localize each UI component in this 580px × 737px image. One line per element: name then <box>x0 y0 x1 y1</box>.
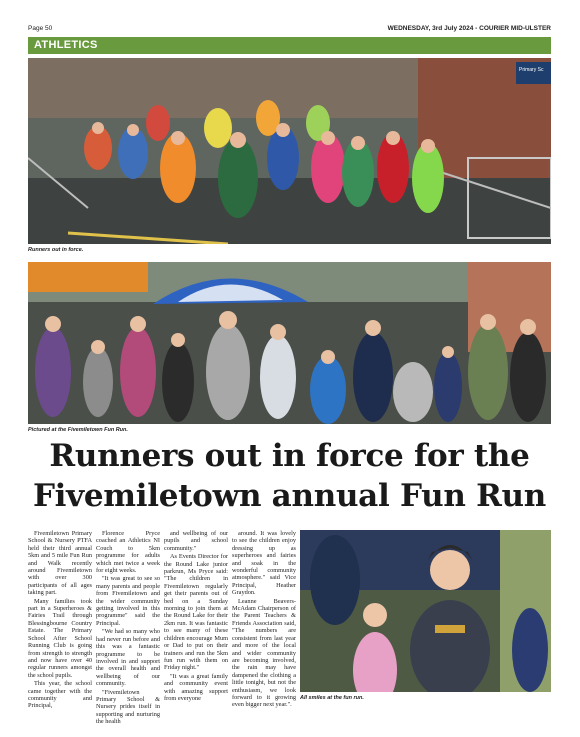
paragraph: Leanne Beavers-McAdam Chairperson of the Parent Teachers & Friends Association said, "The numbers are consistent from last year and more of the local and wider community are becoming involved, the rain may have dampened the clothing a little tonight, but not the enthusiasm, we look forward to it growing even bigger next year.". <box>232 597 296 709</box>
runners-photo <box>28 58 551 244</box>
paragraph: "It was a great family and community event with amazing support from everyone <box>164 672 228 702</box>
article-column-4 <box>232 530 296 726</box>
paragraph: and wellbeing of our pupils and school community." <box>164 530 228 552</box>
paragraph: Fivemiletown Primary School & Nursery PTFA held their third annual 5km and 5 mile Fun Run and Walk recently around Fivemiletown with over 300 participants of all ages taking part. <box>28 530 92 597</box>
article-column-1 <box>28 530 92 726</box>
smiles-photo-caption: All smiles at the fun run. <box>300 695 364 701</box>
article-column-3 <box>164 530 228 726</box>
runners-photo-caption: Runners out in force. <box>28 247 84 253</box>
article-column-2 <box>96 530 160 726</box>
headline-line-1: Runners out in force for the <box>49 438 530 474</box>
paragraph: Florence Pryce coached an Athletics NI Couch to 5km programme for adults which met twice a week for eight weeks. <box>96 530 160 575</box>
school-sign-text: Primary Sc <box>519 67 544 73</box>
smiles-photo <box>300 530 551 692</box>
paragraph: "We had so many who had never run before and this was a fantastic programme to be involved in and support the overall health and wellbeing of our community. <box>96 628 160 688</box>
headline-line-2: Fivemiletown annual Fun Run <box>32 478 547 514</box>
paragraph: "It was great to see so many parents and people from Fivemiletown and the wider community getting involved in this programme" said the Principal. <box>96 575 160 627</box>
article-headline <box>28 436 551 516</box>
paragraph: As Events Director for the Round Lake junior parkrun, Ms Pryce said: "The children in Fivemiletown regularly get their parents out of bed on a Sunday morning to join them at the Round Lake for their 2km run. It was fantastic to see many of these children encourage Mum or Dad to put on their trainers and run the 5km fun run with them on Friday night." <box>164 553 228 672</box>
fun-run-group-photo-caption: Pictured at the Fivemiletown Fun Run. <box>28 427 128 433</box>
page-number: Page 50 <box>28 25 53 32</box>
paragraph: "Fivemiletown Primary School & Nursery prides itself in supporting and nurturing the health <box>96 688 160 726</box>
page-header <box>28 25 551 35</box>
publication-date-line: WEDNESDAY, 3rd July 2024 - COURIER MID-ULSTER <box>387 25 551 32</box>
paragraph: This year, the school came together with the community and Principal, <box>28 680 92 710</box>
paragraph: Many families took part in a Superheroes & Fairies Trail through Blessingbourne Country Estate. The Primary School After School Running Club is going from strength to strength and now have over 40 regular runners amongst the school pupils. <box>28 597 92 679</box>
fun-run-group-photo <box>28 262 551 424</box>
section-banner: ATHLETICS <box>28 37 551 54</box>
paragraph: around. It was lovely to see the children enjoy dressing up as superheroes and fairies and soak in the wonderful community atmosphere." said Vice Principal, Heather Graydon. <box>232 530 296 597</box>
